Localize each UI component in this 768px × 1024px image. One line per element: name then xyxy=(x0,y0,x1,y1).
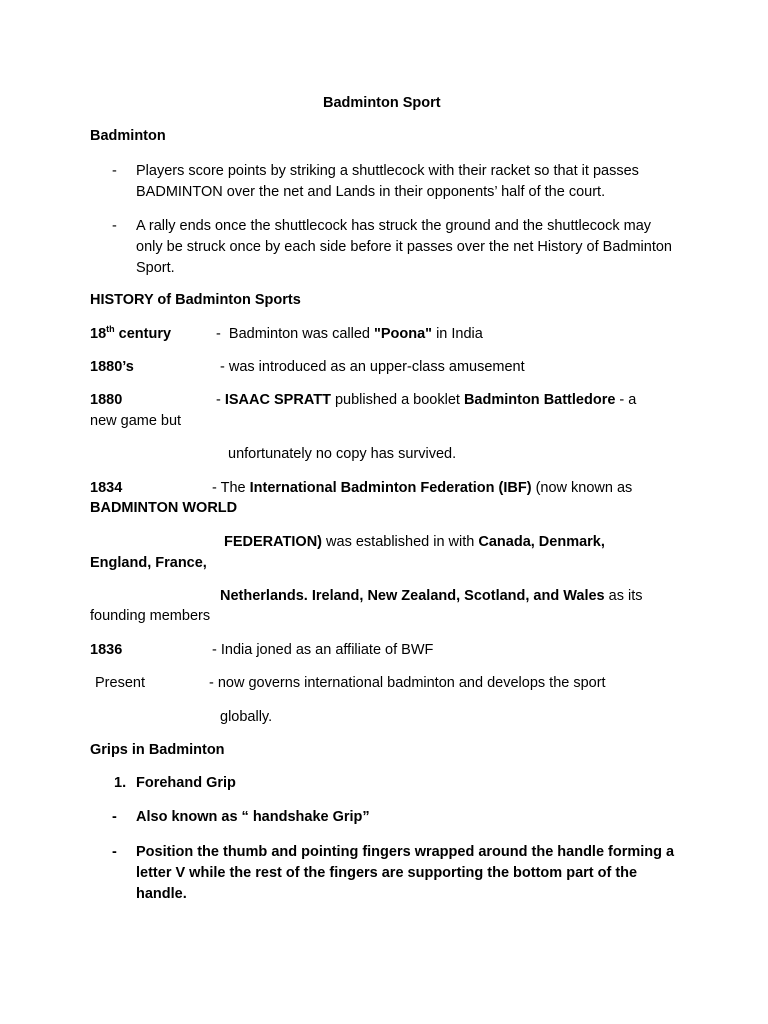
entry-text: as its xyxy=(604,588,643,604)
history-year-present: Present xyxy=(95,675,145,691)
bullet-marker: - xyxy=(112,163,117,179)
entry-bold-text: Canada, Denmark, xyxy=(478,534,605,550)
history-year-1834: 1834 xyxy=(90,480,123,496)
bullet-text: A rally ends once the shuttlecock has struck the ground and the shuttlecock may only be struck once by each side before it passes over the net History of Badminton Sport. xyxy=(136,218,672,276)
history-entry-1834-line5 xyxy=(220,586,643,607)
history-entry-1834-line4: England, France, xyxy=(90,555,207,571)
entry-text: (now known as xyxy=(531,480,633,496)
history-entry-1836: - India joned as an affiliate of BWF xyxy=(212,642,434,658)
history-entry-1834-line6: founding members xyxy=(90,608,211,624)
century-word: century xyxy=(114,326,172,342)
history-year-1880s: 1880’s xyxy=(90,359,134,375)
bullet-text: Players score points by striking a shuttlecock with their racket so that it passes BADMINTON over the net and Lands in their opponents’ half of the court. xyxy=(136,163,639,200)
entry-text: published a booklet xyxy=(330,392,464,408)
history-entry-present-line2: globally. xyxy=(220,709,273,725)
history-year-1880: 1880 xyxy=(90,392,123,408)
document-title: Badminton Sport xyxy=(323,95,441,111)
century-number: 18 xyxy=(90,326,107,342)
entry-bold-text: Netherlands. Ireland, New Zealand, Scotland, and Wales xyxy=(220,588,605,604)
entry-bold-text: ISAAC SPRATT xyxy=(224,392,331,408)
century-suffix: th xyxy=(106,324,115,335)
bullet-text: Also known as “ handshake Grip” xyxy=(136,809,370,825)
entry-text: was established in with xyxy=(322,534,479,550)
entry-bold-text: "Poona" xyxy=(373,326,433,342)
item-number: 1. xyxy=(114,775,127,791)
history-entry-1880s: - was introduced as an upper-class amusement xyxy=(220,359,525,375)
history-entry-1880-line3: unfortunately no copy has survived. xyxy=(228,446,457,462)
entry-text: - The xyxy=(212,480,250,496)
history-entry-1880-line2: new game but xyxy=(90,413,182,429)
history-year-18th-century xyxy=(90,324,171,345)
entry-text: in India xyxy=(432,326,483,342)
entry-bold-text: FEDERATION) xyxy=(224,534,323,550)
entry-dash: - xyxy=(216,392,225,408)
grips-heading: Grips in Badminton xyxy=(90,742,225,758)
history-heading: HISTORY of Badminton Sports xyxy=(90,292,301,308)
history-year-1836: 1836 xyxy=(90,642,123,658)
entry-text: - a xyxy=(615,392,637,408)
bullet-marker: - xyxy=(112,809,117,825)
bullet-marker: - xyxy=(112,218,117,234)
entry-bold-text: Badminton Battledore xyxy=(463,392,616,408)
history-entry-1834 xyxy=(212,478,632,499)
section-heading-badminton: Badminton xyxy=(90,128,166,144)
history-entry-1834-line3 xyxy=(224,532,605,553)
history-entry-1880 xyxy=(216,390,636,411)
history-entry-present: - now governs international badminton and develops the sport xyxy=(209,675,606,691)
history-entry-1834-line2: BADMINTON WORLD xyxy=(90,500,238,516)
bullet-marker: - xyxy=(112,844,117,860)
entry-text: Badminton was called xyxy=(228,326,374,342)
history-entry-18th-century xyxy=(216,324,483,345)
entry-bold-text: International Badminton Federation (IBF) xyxy=(249,480,532,496)
item-title: Forehand Grip xyxy=(136,775,236,791)
entry-dash: - xyxy=(216,326,221,342)
bullet-text: Position the thumb and pointing fingers wrapped around the handle forming a letter V while the rest of the fingers are supporting the bottom part of the handle. xyxy=(136,844,675,902)
